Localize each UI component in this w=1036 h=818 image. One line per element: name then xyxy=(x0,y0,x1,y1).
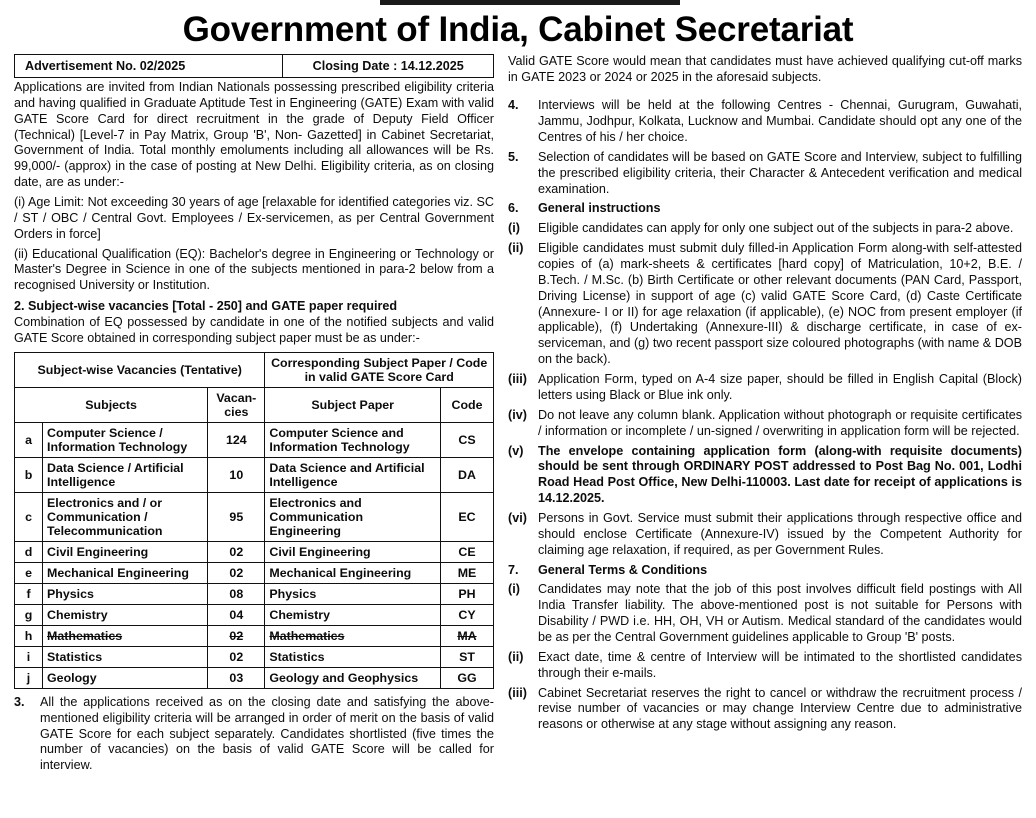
right-column xyxy=(508,54,1022,774)
list-item-text: Selection of candidates will be based on GATE Score and Interview, subject to fulfilling the prescribed eligibility criteria, their Character & Antecedent verification and medical examination. xyxy=(538,149,1022,196)
table-row xyxy=(15,422,494,457)
list-item xyxy=(508,511,1022,559)
para3-marker: 3. xyxy=(14,694,25,709)
table-row xyxy=(15,646,494,667)
row-vacancies: 02 xyxy=(208,625,265,646)
list-item xyxy=(508,686,1022,734)
row-code: MA xyxy=(440,625,493,646)
advertisement-number: Advertisement No. 02/2025 xyxy=(15,55,283,77)
row-subject-paper: Data Science and Artificial Intelligence xyxy=(265,457,441,492)
age-limit-paragraph: (i) Age Limit: Not exceeding 30 years of age [relaxable for identified categories viz. SC / ST / OBC / Central Govt. Employees / Ex-servicemen, as per Central Government Orders in force] xyxy=(14,195,494,241)
row-code: GG xyxy=(440,667,493,688)
page-title: Government of India, Cabinet Secretariat xyxy=(182,10,854,49)
row-subject: Data Science / Artificial Intelligence xyxy=(43,457,208,492)
table-row xyxy=(15,457,494,492)
educational-qualification-paragraph: (ii) Educational Qualification (EQ): Bachelor's degree in Engineering or Technology or Master's Degree in Science in one of the subjects mentioned in para-2 below from a recognised University or Institution. xyxy=(14,246,494,293)
row-vacancies: 02 xyxy=(208,541,265,562)
list-item-marker: (v) xyxy=(508,443,524,458)
group-header-paper: Corresponding Subject Paper / Code in valid GATE Score Card xyxy=(265,352,494,387)
table-row xyxy=(15,492,494,541)
row-subject: Statistics xyxy=(43,646,208,667)
table-row xyxy=(15,667,494,688)
row-index: i xyxy=(15,646,43,667)
list-item-marker: (ii) xyxy=(508,241,524,256)
row-index: c xyxy=(15,492,43,541)
para3 xyxy=(14,695,494,774)
row-subject: Computer Science / Information Technology xyxy=(43,422,208,457)
list-item xyxy=(508,582,1022,645)
column-header-subjects: Subjects xyxy=(15,387,208,422)
row-vacancies: 02 xyxy=(208,562,265,583)
list-item-text: Do not leave any column blank. Application without photograph or requisite certificates / information or incomplete / un-signed / overwriting in application form will be rejected. xyxy=(538,407,1022,438)
list-item-text: Application Form, typed on A-4 size paper, should be filled in English Capital (Block) letters using Black or Blue ink only. xyxy=(538,372,1022,402)
para2-heading: 2. Subject-wise vacancies [Total - 250] and GATE paper required xyxy=(14,299,398,314)
list-item-marker: 6. xyxy=(508,201,519,216)
column-header-subject-paper: Subject Paper xyxy=(265,387,441,422)
row-subject: Chemistry xyxy=(43,604,208,625)
row-vacancies: 08 xyxy=(208,583,265,604)
list-item xyxy=(508,98,1022,146)
row-code: ME xyxy=(440,562,493,583)
list-item-marker: (iv) xyxy=(508,407,527,422)
row-subject-paper: Civil Engineering xyxy=(265,541,441,562)
list-item xyxy=(508,563,1022,579)
row-index: j xyxy=(15,667,43,688)
row-vacancies: 95 xyxy=(208,492,265,541)
list-item-text: Persons in Govt. Service must submit their applications through respective office and should enclose Certificate (Annexure-IV) issued by the Competent Authority for claiming age relaxation, if required, as per Government Rules. xyxy=(538,510,1022,557)
table-row xyxy=(15,541,494,562)
list-item-text: Interviews will be held at the following Centres - Chennai, Gurugram, Guwahati, Jammu, Jodhpur, Kolkata, Lucknow and Mumbai. Candidate should opt any one of the Centres of his / her choice. xyxy=(538,98,1022,145)
row-code: CE xyxy=(440,541,493,562)
list-item xyxy=(508,241,1022,368)
list-item-text: Eligible candidates must submit duly filled-in Application Form along-with self-attested copies of (a) mark-sheets & certificates [hard copy] of Matriculation, 10+2, B.E. / B.Tech. / M.Sc. (b) Birth Certificate or other relevant documents (PAN Card, Passport, Driving License) in support of age (c) valid GATE Score Card, (d) Caste Certificate (Annexure- I or II) for age relaxation (if applicable), (e) NOC from present employer (if applicable), (f) Undertaking (Annexure-III) & discharge certificate, in case of ex-serviceman, and (g) two recent passport size coloured photographs (with name & DOB on the back). xyxy=(538,241,1022,367)
advertisement-header-box xyxy=(14,54,494,78)
intro-paragraph: Applications are invited from Indian Nationals possessing prescribed eligibility criteria and having qualified in Graduate Aptitude Test in Engineering (GATE) Exam with valid GATE Score Card for direct recruitment in the grade of Deputy Field Officer (Technical) [Level-7 in Pay Matrix, Group 'B', Non- Gazetted] in Cabinet Secretariat, Government of India. Total monthly emoluments including all allowances will be Rs. 99,000/- (approx) in the case of posting at New Delhi. Eligibility criteria, as on closing date, are as under:- xyxy=(14,80,494,190)
list-item-marker: (iii) xyxy=(508,372,527,387)
list-item xyxy=(508,408,1022,440)
list-item-text: Cabinet Secretariat reserves the right to cancel or withdraw the recruitment process / revise number of vacancies or may change Interview Centre due to administrative reasons or otherwise at any stage without assigning any reason. xyxy=(538,685,1022,732)
closing-date: Closing Date : 14.12.2025 xyxy=(312,59,464,73)
row-subject-paper: Mathematics xyxy=(265,625,441,646)
row-vacancies: 03 xyxy=(208,667,265,688)
table-group-header-row xyxy=(15,352,494,387)
row-code: PH xyxy=(440,583,493,604)
list-item-marker: 7. xyxy=(508,562,519,577)
row-vacancies: 02 xyxy=(208,646,265,667)
list-item-text: Eligible candidates can apply for only one subject out of the subjects in para-2 above. xyxy=(538,221,1014,236)
list-item-text: General instructions xyxy=(538,201,661,216)
row-subject: Geology xyxy=(43,667,208,688)
table-row xyxy=(15,625,494,646)
row-index: a xyxy=(15,422,43,457)
list-item-marker: (i) xyxy=(508,582,520,597)
row-vacancies: 124 xyxy=(208,422,265,457)
continuation-paragraph: Valid GATE Score would mean that candidates must have achieved qualifying cut-off marks in GATE 2023 or 2024 or 2025 in the aforesaid subjects. xyxy=(508,54,1022,84)
row-subject-paper: Physics xyxy=(265,583,441,604)
row-subject-paper: Computer Science and Information Technology xyxy=(265,422,441,457)
table-row xyxy=(15,562,494,583)
row-index: e xyxy=(15,562,43,583)
vacancy-table-body xyxy=(15,422,494,688)
group-header-vacancies: Subject-wise Vacancies (Tentative) xyxy=(15,352,265,387)
row-vacancies: 10 xyxy=(208,457,265,492)
column-header-vacancies: Vacan-cies xyxy=(208,387,265,422)
list-item xyxy=(508,221,1022,237)
table-row xyxy=(15,604,494,625)
list-item-marker: 4. xyxy=(508,98,519,113)
list-item xyxy=(508,372,1022,404)
list-item xyxy=(508,201,1022,217)
two-column-body xyxy=(0,54,1036,774)
row-subject: Mechanical Engineering xyxy=(43,562,208,583)
row-subject-paper: Geology and Geophysics xyxy=(265,667,441,688)
row-index: d xyxy=(15,541,43,562)
list-item-text: Exact date, time & centre of Interview will be intimated to the shortlisted candidates through their e-mails. xyxy=(538,649,1022,680)
list-item-text: General Terms & Conditions xyxy=(538,562,708,577)
row-code: CY xyxy=(440,604,493,625)
para2-text: Combination of EQ possessed by candidate in one of the notified subjects and valid GATE Score obtained in corresponding subject paper must be as under:- xyxy=(14,315,494,346)
row-subject-paper: Chemistry xyxy=(265,604,441,625)
row-index: f xyxy=(15,583,43,604)
top-rule xyxy=(380,0,680,5)
list-item xyxy=(508,444,1022,507)
vacancy-table xyxy=(14,352,494,689)
list-item-text: Candidates may note that the job of this post involves difficult field postings with All India Transfer liability. The above-mentioned post is not suitable for Persons with Disability / PWD i.e. HH, OH, VH or Autism. Medical standard of the candidates would be as per the Central Government guidelines applicable to Group 'B' posts. xyxy=(538,582,1022,644)
row-subject-paper: Mechanical Engineering xyxy=(265,562,441,583)
row-code: DA xyxy=(440,457,493,492)
row-index: b xyxy=(15,457,43,492)
row-code: ST xyxy=(440,646,493,667)
list-item xyxy=(508,650,1022,682)
list-item xyxy=(508,150,1022,198)
row-code: EC xyxy=(440,492,493,541)
table-row xyxy=(15,583,494,604)
list-item-marker: 5. xyxy=(508,149,519,164)
list-item-marker: (iii) xyxy=(508,685,527,700)
list-item-marker: (i) xyxy=(508,221,520,236)
list-item-marker: (vi) xyxy=(508,510,527,525)
left-column xyxy=(14,54,494,774)
row-subject: Mathematics xyxy=(43,625,208,646)
row-subject-paper: Statistics xyxy=(265,646,441,667)
row-index: h xyxy=(15,625,43,646)
instructions-list xyxy=(508,98,1022,733)
list-item-text: The envelope containing application form (along-with requisite documents) should be sent through ORDINARY POST addressed to Post Bag No. 001, Lodhi Road Head Post Office, New Delhi-110003. Last date for receipt of applications is 14.12.2025. xyxy=(538,443,1022,506)
row-subject: Electronics and / or Communication / Telecommunication xyxy=(43,492,208,541)
row-code: CS xyxy=(440,422,493,457)
row-vacancies: 04 xyxy=(208,604,265,625)
list-item-marker: (ii) xyxy=(508,649,524,664)
table-column-header-row xyxy=(15,387,494,422)
row-subject: Physics xyxy=(43,583,208,604)
row-subject: Civil Engineering xyxy=(43,541,208,562)
para3-text: All the applications received as on the closing date and satisfying the above-mentioned eligibility criteria will be arranged in order of merit on the basis of valid GATE Score for each subject separately. Candidates shortlisted (five times the number of vacancies) on the basis of valid GATE Score will be called for interview. xyxy=(40,694,494,773)
row-subject-paper: Electronics and Communication Engineering xyxy=(265,492,441,541)
row-index: g xyxy=(15,604,43,625)
column-header-code: Code xyxy=(440,387,493,422)
